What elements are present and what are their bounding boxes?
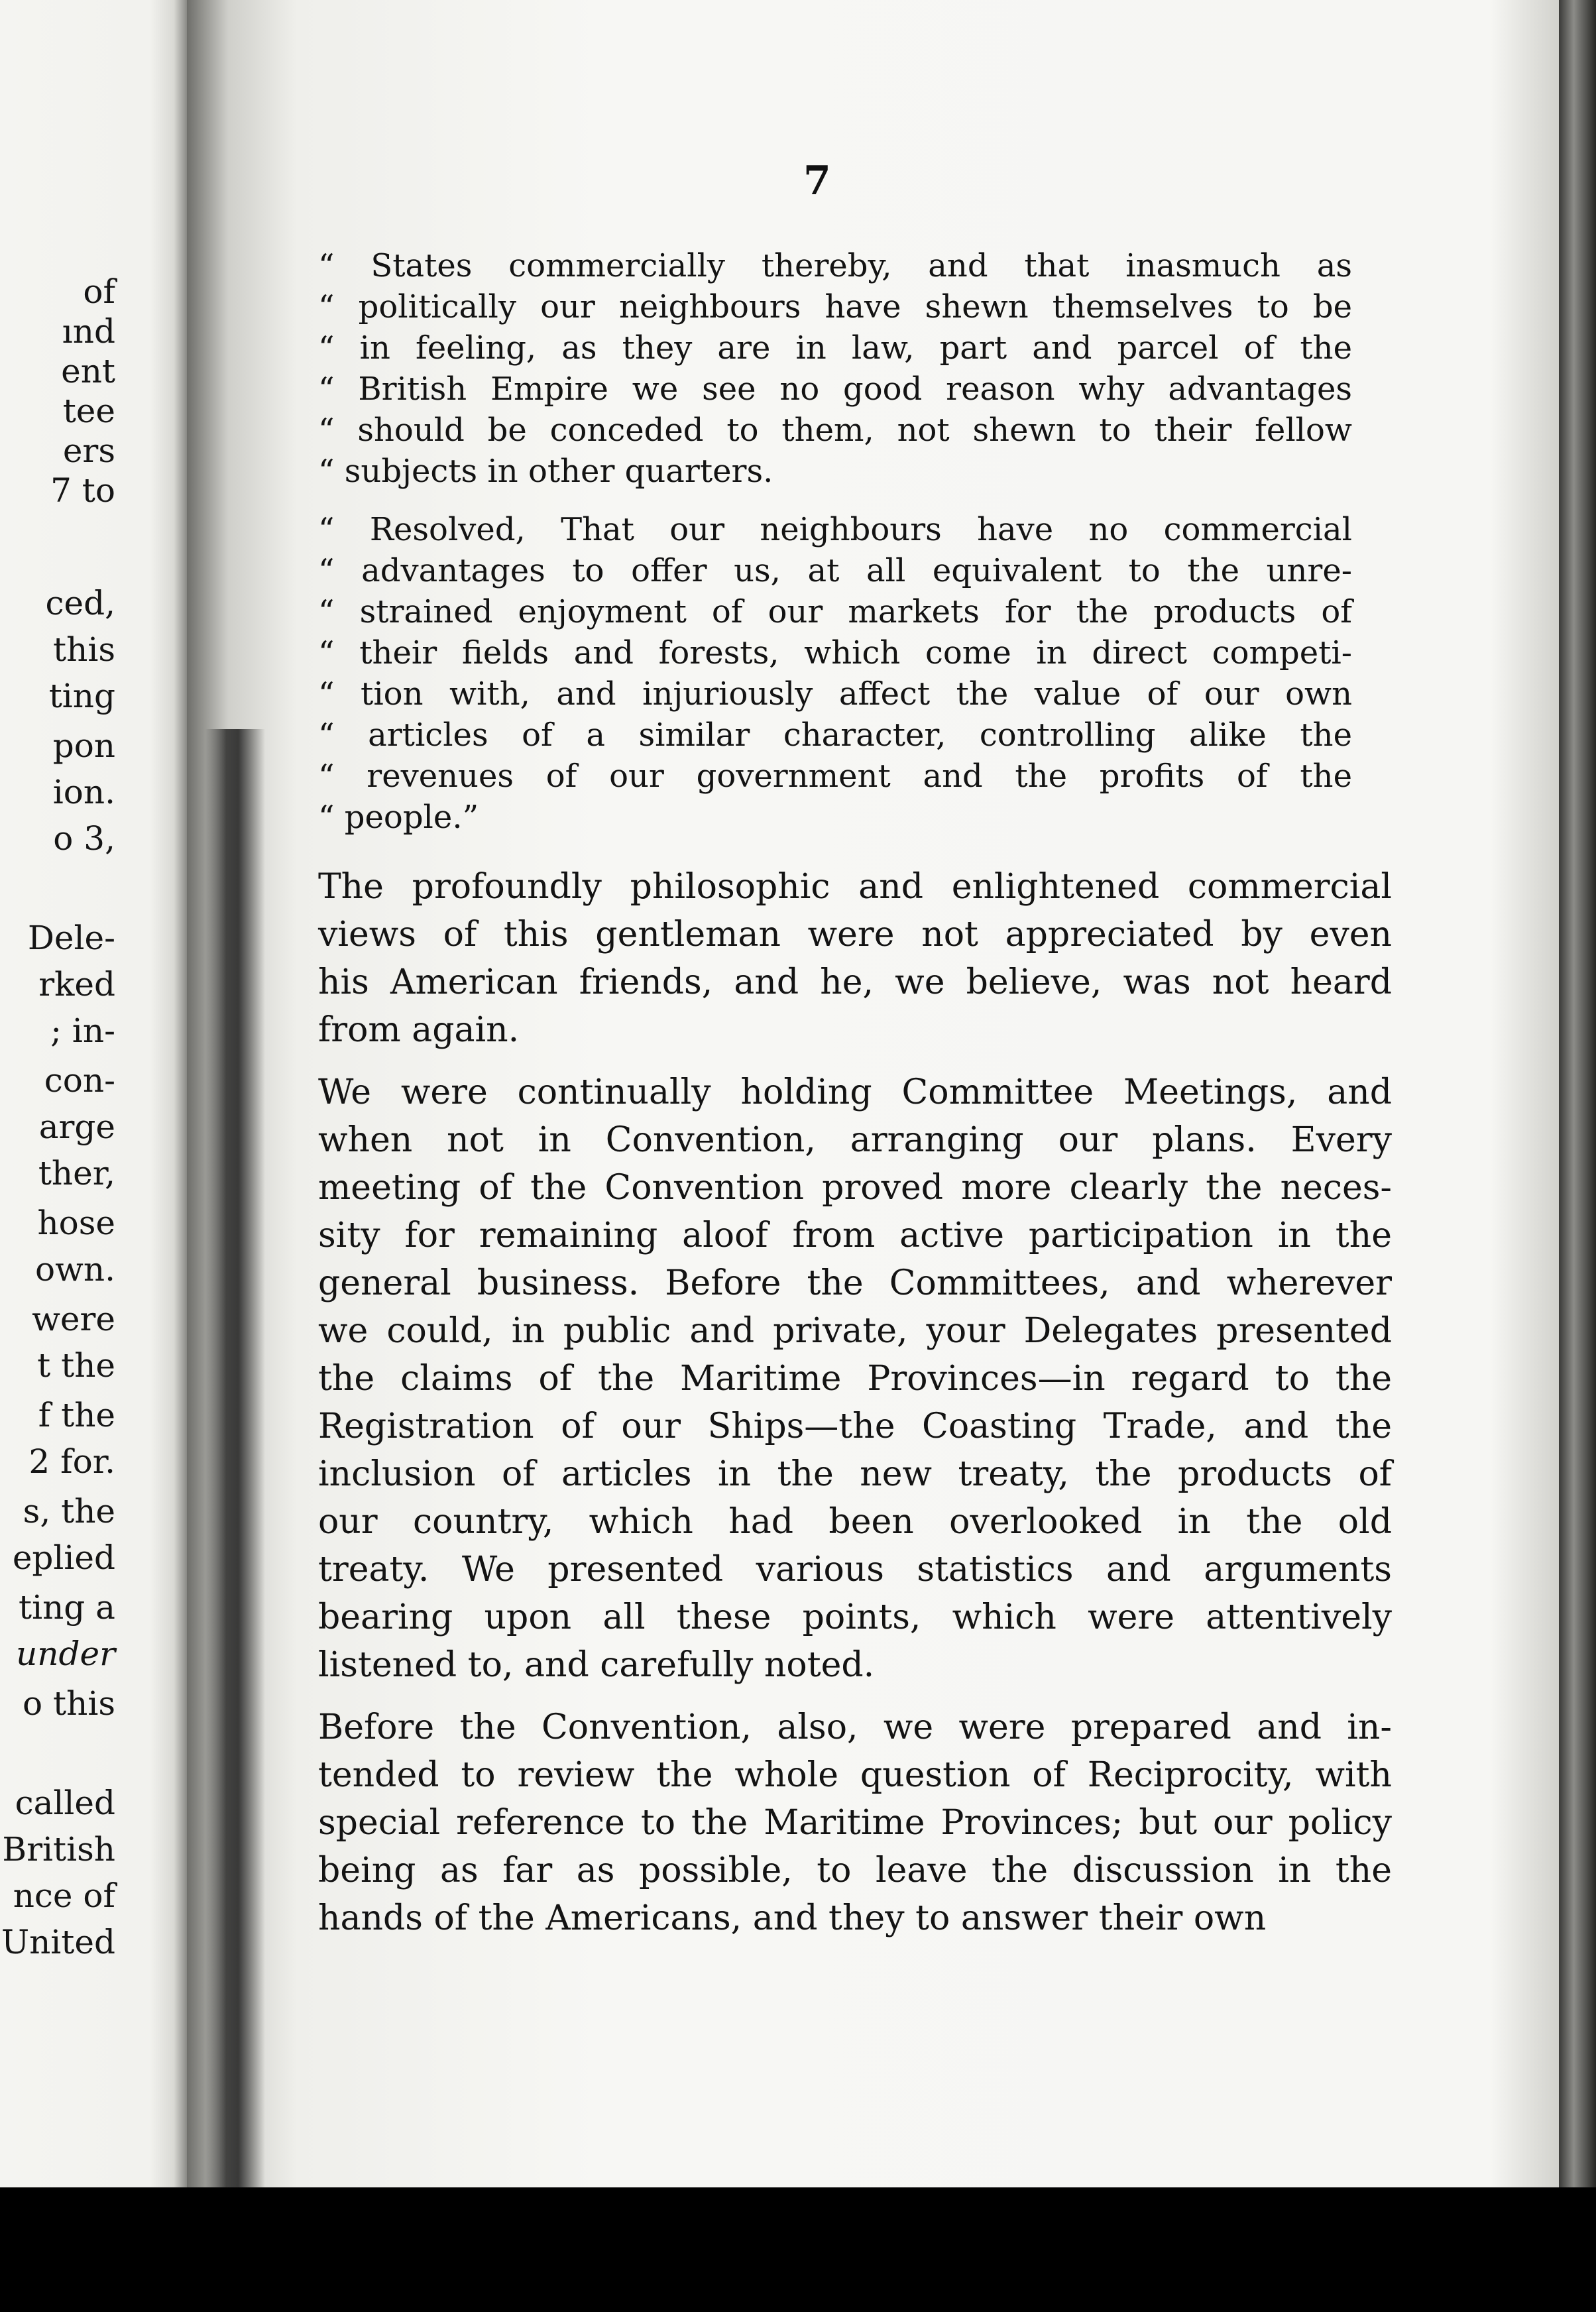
quote-line: “ tion with, and injuriously affect the value of our own <box>318 675 1352 713</box>
quote-line: “ articles of a similar character, controlling alike the <box>318 717 1352 754</box>
facing-page-line: eplied <box>12 1538 115 1577</box>
quote-line: “ advantages to offer us, at all equivalent to the unre- <box>318 552 1352 589</box>
quote-line: “ British Empire we see no good reason why advantages <box>318 371 1352 408</box>
paragraph-line: our country, which had been overlooked in the old <box>318 1502 1392 1542</box>
facing-page-line: hose <box>37 1204 115 1242</box>
quote-line: “ subjects in other quarters. <box>318 453 773 490</box>
quote-line: “ strained enjoyment of our markets for the products of <box>318 593 1352 630</box>
quote-line: “ States commercially thereby, and that inasmuch as <box>318 247 1352 284</box>
facing-page-line: o 3, <box>53 819 115 858</box>
paragraph-line: views of this gentleman were not appreciated by even <box>318 915 1392 954</box>
facing-page-line: f the <box>38 1396 115 1434</box>
paragraph-line: We were continually holding Committee Meetings, and <box>318 1072 1392 1112</box>
facing-page-line: own. <box>35 1250 115 1289</box>
facing-page-line: ting a <box>19 1588 115 1627</box>
quote-line: “ should be conceded to them, not shewn to their fellow <box>318 412 1352 449</box>
facing-page-fragment <box>0 0 187 2187</box>
paragraph-line: Before the Convention, also, we were prepared and in- <box>318 1707 1392 1747</box>
facing-page-line: ; in- <box>50 1012 115 1050</box>
facing-page-line: o this <box>23 1684 115 1723</box>
paragraph-1 <box>318 863 1392 1054</box>
quote-line: “ in feeling, as they are in law, part and parcel of the <box>318 329 1352 367</box>
facing-page-line: called <box>15 1784 115 1822</box>
quote-line: “ politically our neighbours have shewn themselves to be <box>318 288 1352 325</box>
gutter-shadow <box>205 729 265 2187</box>
facing-page-line: ther, <box>38 1154 115 1192</box>
paragraph-line: Registration of our Ships—the Coasting Trade, and the <box>318 1407 1392 1446</box>
facing-page-line: were <box>32 1300 115 1338</box>
facing-page-line: ınd <box>62 312 115 351</box>
facing-page-line: this <box>53 630 115 669</box>
facing-page-line: rked <box>38 965 115 1004</box>
facing-page-line: British <box>2 1830 115 1869</box>
facing-page-line: ting <box>48 677 115 715</box>
facing-page-line: ent <box>61 352 115 390</box>
paragraph-line: tended to review the whole question of Reciprocity, with <box>318 1755 1392 1795</box>
facing-page-line: ion. <box>52 773 115 811</box>
paragraph-line: The profoundly philosophic and enlightened commercial <box>318 867 1392 907</box>
facing-page-line: ced, <box>45 584 115 622</box>
paragraph-line: treaty. We presented various statistics and arguments <box>318 1550 1392 1590</box>
paragraph-line: when not in Convention, arranging our plans. Every <box>318 1120 1392 1160</box>
paragraph-line: listened to, and carefully noted. <box>318 1645 875 1685</box>
quote-line: “ Resolved, That our neighbours have no commercial <box>318 511 1352 548</box>
facing-page-line: con- <box>44 1061 115 1100</box>
facing-page-line: nce of <box>13 1877 115 1915</box>
quotation-block-1 <box>318 245 1392 492</box>
paragraph-line: inclusion of articles in the new treaty, the products of <box>318 1454 1392 1494</box>
quotation-block-2 <box>318 509 1392 838</box>
facing-page-line: 7 to <box>50 471 115 510</box>
page-number: 7 <box>803 158 831 204</box>
quote-line: “ revenues of our government and the profits of the <box>318 758 1352 795</box>
paragraph-line: we could, in public and private, your Delegates presented <box>318 1311 1392 1351</box>
paragraph-line: his American friends, and he, we believe, was not heard <box>318 962 1392 1002</box>
paragraph-2 <box>318 1069 1392 1689</box>
paragraph-line: meeting of the Convention proved more clearly the neces- <box>318 1168 1392 1208</box>
paragraph-line: from again. <box>318 1010 520 1050</box>
facing-page-line: under <box>16 1635 115 1673</box>
paragraph-line: general business. Before the Committees, and wherever <box>318 1263 1392 1303</box>
quote-line: “ people.” <box>318 799 479 836</box>
paragraph-line: special reference to the Maritime Provinces; but our policy <box>318 1803 1392 1843</box>
facing-page-line: of <box>83 272 115 311</box>
paragraph-line: sity for remaining aloof from active participation in the <box>318 1216 1392 1255</box>
facing-page-line: t the <box>37 1346 115 1385</box>
facing-page-line: 2 for. <box>28 1442 115 1481</box>
quote-line: “ their fields and forests, which come in direct competi- <box>318 634 1352 671</box>
paragraph-line: the claims of the Maritime Provinces—in regard to the <box>318 1359 1392 1399</box>
paragraph-line: bearing upon all these points, which were attentively <box>318 1597 1392 1637</box>
facing-page-line: pon <box>52 726 115 765</box>
facing-page-line: s, the <box>23 1492 115 1531</box>
facing-page-line: tee <box>62 392 115 430</box>
paragraph-3 <box>318 1704 1392 1942</box>
facing-page-line: ers <box>62 432 115 470</box>
paragraph-line: being as far as possible, to leave the discussion in the <box>318 1851 1392 1890</box>
page-body <box>318 245 1392 1942</box>
facing-page-line: arge <box>38 1108 115 1146</box>
facing-page-line: Dele- <box>27 919 115 957</box>
page-edge <box>1559 0 1596 2187</box>
facing-page-line: United <box>1 1923 115 1961</box>
paragraph-line: hands of the Americans, and they to answer their own <box>318 1898 1267 1938</box>
